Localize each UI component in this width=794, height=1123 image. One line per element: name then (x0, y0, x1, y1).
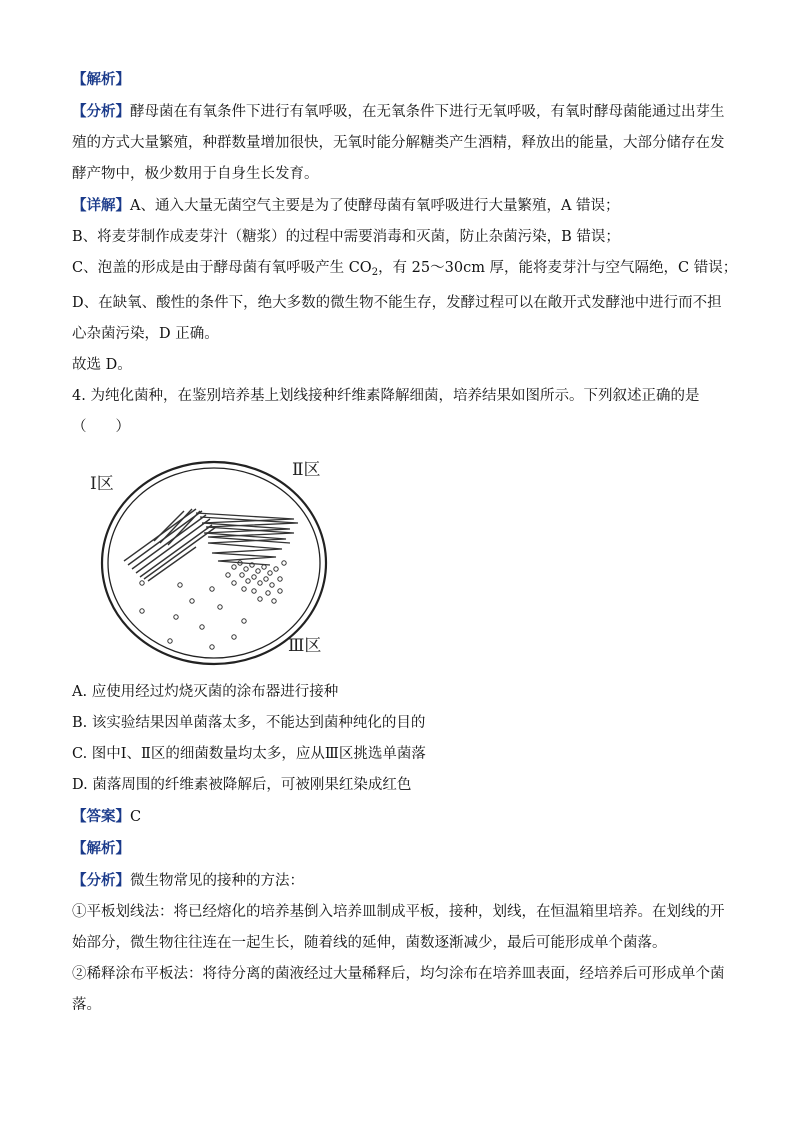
section1-heading (72, 64, 732, 96)
xiangjie-tag: 【详解】 (72, 197, 130, 214)
option-a-text: A. 应使用经过灼烧灭菌的涂布器进行接种 (72, 684, 339, 700)
method2-text: ②稀释涂布平板法：将待分离的菌液经过大量稀释后，均匀涂布在培养皿表面，经培养后可形成单个菌落。 (72, 966, 725, 1013)
co2-subscript: 2 (371, 267, 379, 278)
method1 (72, 897, 732, 959)
fenxi-tag-2: 【分析】 (72, 872, 130, 889)
answer-value: C (130, 809, 142, 825)
question-stem (72, 381, 732, 443)
option-b (72, 708, 732, 739)
option-c-text: C. 图中Ⅰ、Ⅱ区的细菌数量均太多，应从Ⅲ区挑选单菌落 (72, 746, 426, 762)
section1-analysis-text: 酵母菌在有氧条件下进行有氧呼吸，在无氧条件下进行无氧呼吸，有氧时酵母菌能通过出芽生殖的方式大量繁殖，种群数量增加很快，无氧时能分解糖类产生酒精，释放出的能量，大部分储存在发酵产物中，极少数用于自身生长发育。 (72, 104, 725, 182)
detail-c-post: ，有 25～30cm 厚，能将麦芽汁与空气隔绝，C 错误； (378, 260, 738, 276)
option-b-text: B. 该实验结果因单菌落太多，不能达到菌种纯化的目的 (72, 715, 426, 731)
section1-detail-a (72, 190, 732, 222)
detail-a-text: A、通入大量无菌空气主要是为了使酵母菌有氧呼吸进行大量繁殖，A 错误； (130, 198, 620, 214)
daan-tag: 【答案】 (72, 808, 130, 825)
option-d (72, 770, 732, 801)
option-d-text: D. 菌落周围的纤维素被降解后，可被刚果红染成红色 (72, 777, 412, 793)
section2-analysis (72, 865, 732, 897)
option-a (72, 677, 732, 708)
choice-text: 故选 D。 (72, 357, 132, 373)
detail-d-text: D、在缺氧、酸性的条件下，绝大多数的微生物不能生存，发酵过程可以在敞开式发酵池中进行而不担心杂菌污染，D 正确。 (72, 295, 722, 342)
detail-b-text: B、将麦芽制作成麦芽汁（糖浆）的过程中需要消毒和灭菌，防止杂菌污染，B 错误； (72, 229, 620, 245)
section1-choice (72, 350, 732, 381)
section1-detail-c (72, 253, 738, 288)
section2-analysis-text: 微生物常见的接种的方法： (130, 873, 304, 889)
method2 (72, 959, 732, 1021)
option-c (72, 739, 732, 770)
section1-analysis (72, 96, 732, 190)
question-stem-text: 4. 为纯化菌种，在鉴别培养基上划线接种纤维素降解细菌，培养结果如图所示。下列叙述正确的是（ ） (72, 388, 700, 435)
section2-heading (72, 833, 732, 865)
zone2-label: Ⅱ区 (292, 460, 321, 480)
zone1-label: Ⅰ区 (90, 474, 114, 494)
section1-detail-b (72, 222, 732, 253)
jiexi-tag-2: 【解析】 (72, 840, 130, 857)
section1-detail-d (72, 288, 732, 350)
document-page (72, 64, 738, 1021)
jiexi-tag: 【解析】 (72, 71, 130, 88)
answer-line (72, 801, 732, 833)
zone3-label: Ⅲ区 (288, 636, 322, 656)
petri-dish-figure (84, 451, 344, 671)
method1-text: ①平板划线法：将已经熔化的培养基倒入培养皿制成平板，接种，划线，在恒温箱里培养。在划线的开始部分，微生物往往连在一起生长，随着线的延伸，菌数逐渐减少，最后可能形成单个菌落。 (72, 904, 725, 951)
fenxi-tag: 【分析】 (72, 103, 130, 120)
detail-c-pre: C、泡盖的形成是由于酵母菌有氧呼吸产生 CO (72, 260, 372, 276)
